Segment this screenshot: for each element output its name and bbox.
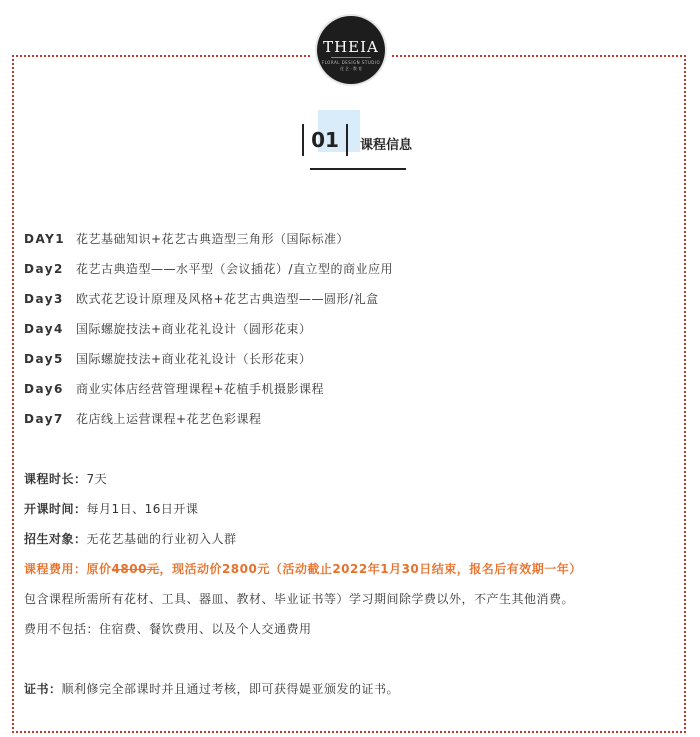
- day-content: 花店线上运营课程+花艺色彩课程: [76, 412, 262, 426]
- day-label: DAY1: [24, 232, 66, 246]
- day-content: 欧式花艺设计原理及风格+花艺古典造型——圆形/礼盒: [76, 292, 379, 306]
- fee-label: 课程费用：: [24, 562, 87, 576]
- theia-logo: [317, 16, 385, 84]
- day-label: Day6: [24, 382, 64, 396]
- logo-brand: THEIA: [323, 38, 379, 56]
- fee-line: [24, 560, 582, 577]
- excludes-line: 费用不包括：住宿费、餐饮费用、以及个人交通费用: [24, 622, 312, 636]
- start-line: [24, 500, 198, 517]
- schedule-row-6: [24, 380, 324, 397]
- target-label: 招生对象：: [24, 532, 87, 546]
- schedule-row-7: [24, 410, 262, 427]
- start-label: 开课时间：: [24, 502, 87, 516]
- target-line: [24, 530, 237, 547]
- fee-original-prefix: 原价: [86, 562, 112, 576]
- schedule-row-3: [24, 290, 379, 307]
- heading-number: 01: [311, 128, 339, 152]
- logo-sub: 花 艺 · 教 育: [339, 66, 363, 71]
- certificate-line: [24, 680, 399, 697]
- includes-line: 包含课程所需所有花材、工具、器皿、教材、毕业证书等）学习期间除学费以外，不产生其他消费。: [24, 592, 575, 606]
- cert-label: 证书：: [24, 682, 62, 696]
- day-label: Day5: [24, 352, 64, 366]
- day-content: 商业实体店经营管理课程+花植手机摄影课程: [76, 382, 325, 396]
- cert-value: 顺利修完全部课时并且通过考核，即可获得媞亚颁发的证书。: [61, 682, 400, 696]
- heading-title: 课程信息: [360, 138, 413, 153]
- fee-original-price: 4800元: [111, 562, 160, 576]
- target-value: 无花艺基础的行业初入人群: [86, 532, 237, 546]
- fee-promo: ，现活动价2800元（活动截止2022年1月30日结束，报名后有效期一年）: [159, 562, 582, 576]
- section-heading: [302, 110, 432, 172]
- duration-line: [24, 470, 107, 487]
- logo-container: [311, 10, 391, 90]
- schedule-row-5: [24, 350, 312, 367]
- day-content: 花艺基础知识+花艺古典造型三角形（国际标准）: [76, 232, 350, 246]
- duration-label: 课程时长：: [24, 472, 87, 486]
- start-value: 每月1日、16日开课: [86, 502, 199, 516]
- day-label: Day7: [24, 412, 64, 426]
- schedule-row-4: [24, 320, 312, 337]
- day-content: 国际螺旋技法+商业花礼设计（长形花束）: [76, 352, 312, 366]
- logo-tagline: FLORAL DESIGN STUDIO: [321, 60, 381, 65]
- heading-underline: [310, 168, 406, 170]
- duration-value: 7天: [86, 472, 108, 486]
- logo-divider: [331, 57, 371, 58]
- day-content: 花艺古典造型——水平型（会议插花）/直立型的商业应用: [76, 262, 394, 276]
- schedule-row-2: [24, 260, 393, 277]
- schedule-row-1: [24, 230, 349, 247]
- day-label: Day2: [24, 262, 64, 276]
- day-label: Day4: [24, 322, 64, 336]
- day-content: 国际螺旋技法+商业花礼设计（圆形花束）: [76, 322, 312, 336]
- day-label: Day3: [24, 292, 64, 306]
